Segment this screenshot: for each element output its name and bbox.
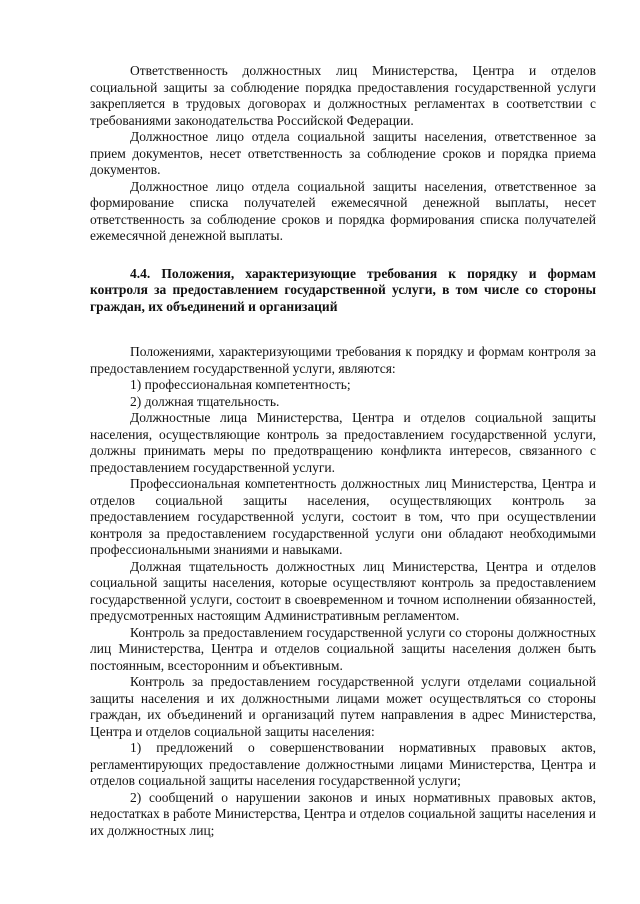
paragraph-provisions-intro: Положениями, характеризующими требования к порядку и формам контроля за предоставлением государственной услуги, являются: [90,344,596,376]
paragraph-due-diligence: Должная тщательность должностных лиц Министерства, Центра и отделов социальной защиты населения, которые осуществляют контроль за предоставлением государственной услуги, состоит в своевременном и точном исполнении обязанностей, предусмотренных настоящим Административным регламентом. [90,558,596,623]
list-item-diligence: 2) должная тщательность. [130,393,280,409]
paragraph-conflict-of-interest: Должностные лица Министерства, Центра и отделов социальной защиты населения, осуществляющие контроль за предоставлением государственной услуги, должны принимать меры по предотвращению конфликта интересов, связанного с предоставлением государственной услуги. [90,410,596,475]
paragraph-recipient-list: Должностное лицо отдела социальной защиты населения, ответственное за формирование списка получателей ежемесячной денежной выплаты, несет ответственность за соблюдение сроков и порядка формирования списка получателей ежемесячной денежной выплаты. [90,178,596,243]
section-heading-4-4: 4.4. Положения, характеризующие требования к порядку и формам контроля за предоставлением государственной услуги, в том числе со стороны граждан, их объединений и организаций [90,265,596,314]
paragraph-document-intake: Должностное лицо отдела социальной защиты населения, ответственное за прием документов, несет ответственность за соблюдение сроков и порядка приема документов. [90,129,596,177]
paragraph-citizen-control: Контроль за предоставлением государственной услуги отделами социальной защиты населения и их должностными лицами может осуществляться со стороны граждан, их объединений и организаций путем направления в адрес Министерства, Центра и отделов социальной защиты населения: [90,674,596,739]
list-item-competence: 1) профессиональная компетентность; [130,377,351,392]
paragraph-professional-competence: Профессиональная компетентность должностных лиц Министерства, Центра и отделов социальной защиты населения, осуществляющих контроль за предоставлением государственной услуги, состоит в том, что при осуществлении контроля за предоставлением государственной услуги они обладают необходимыми профессиональными знаниями и навыками. [90,476,596,557]
paragraph-control-nature: Контроль за предоставлением государственной услуги со стороны должностных лиц Министерства, Центра и отделов социальной защиты населения должен быть постоянным, всесторонним и объективным. [90,624,596,673]
list-item-violation-reports: 2) сообщений о нарушении законов и иных нормативных правовых актов, недостатках в работе Министерства, Центра и отделов социальной защиты населения и их должностных лиц; [90,789,596,838]
list-item-proposals: 1) предложений о совершенствовании нормативных правовых актов, регламентирующих предоставление должностными лицами Министерства, Центра и отделов социальной защиты населения государственной услуги; [90,740,596,788]
paragraph-responsibility: Ответственность должностных лиц Министерства, Центра и отделов социальной защиты за соблюдение порядка предоставления государственной услуги закрепляется в трудовых договорах и должностных регламентах в соответствии с требованиями законодательства Российской Федерации. [90,63,596,128]
